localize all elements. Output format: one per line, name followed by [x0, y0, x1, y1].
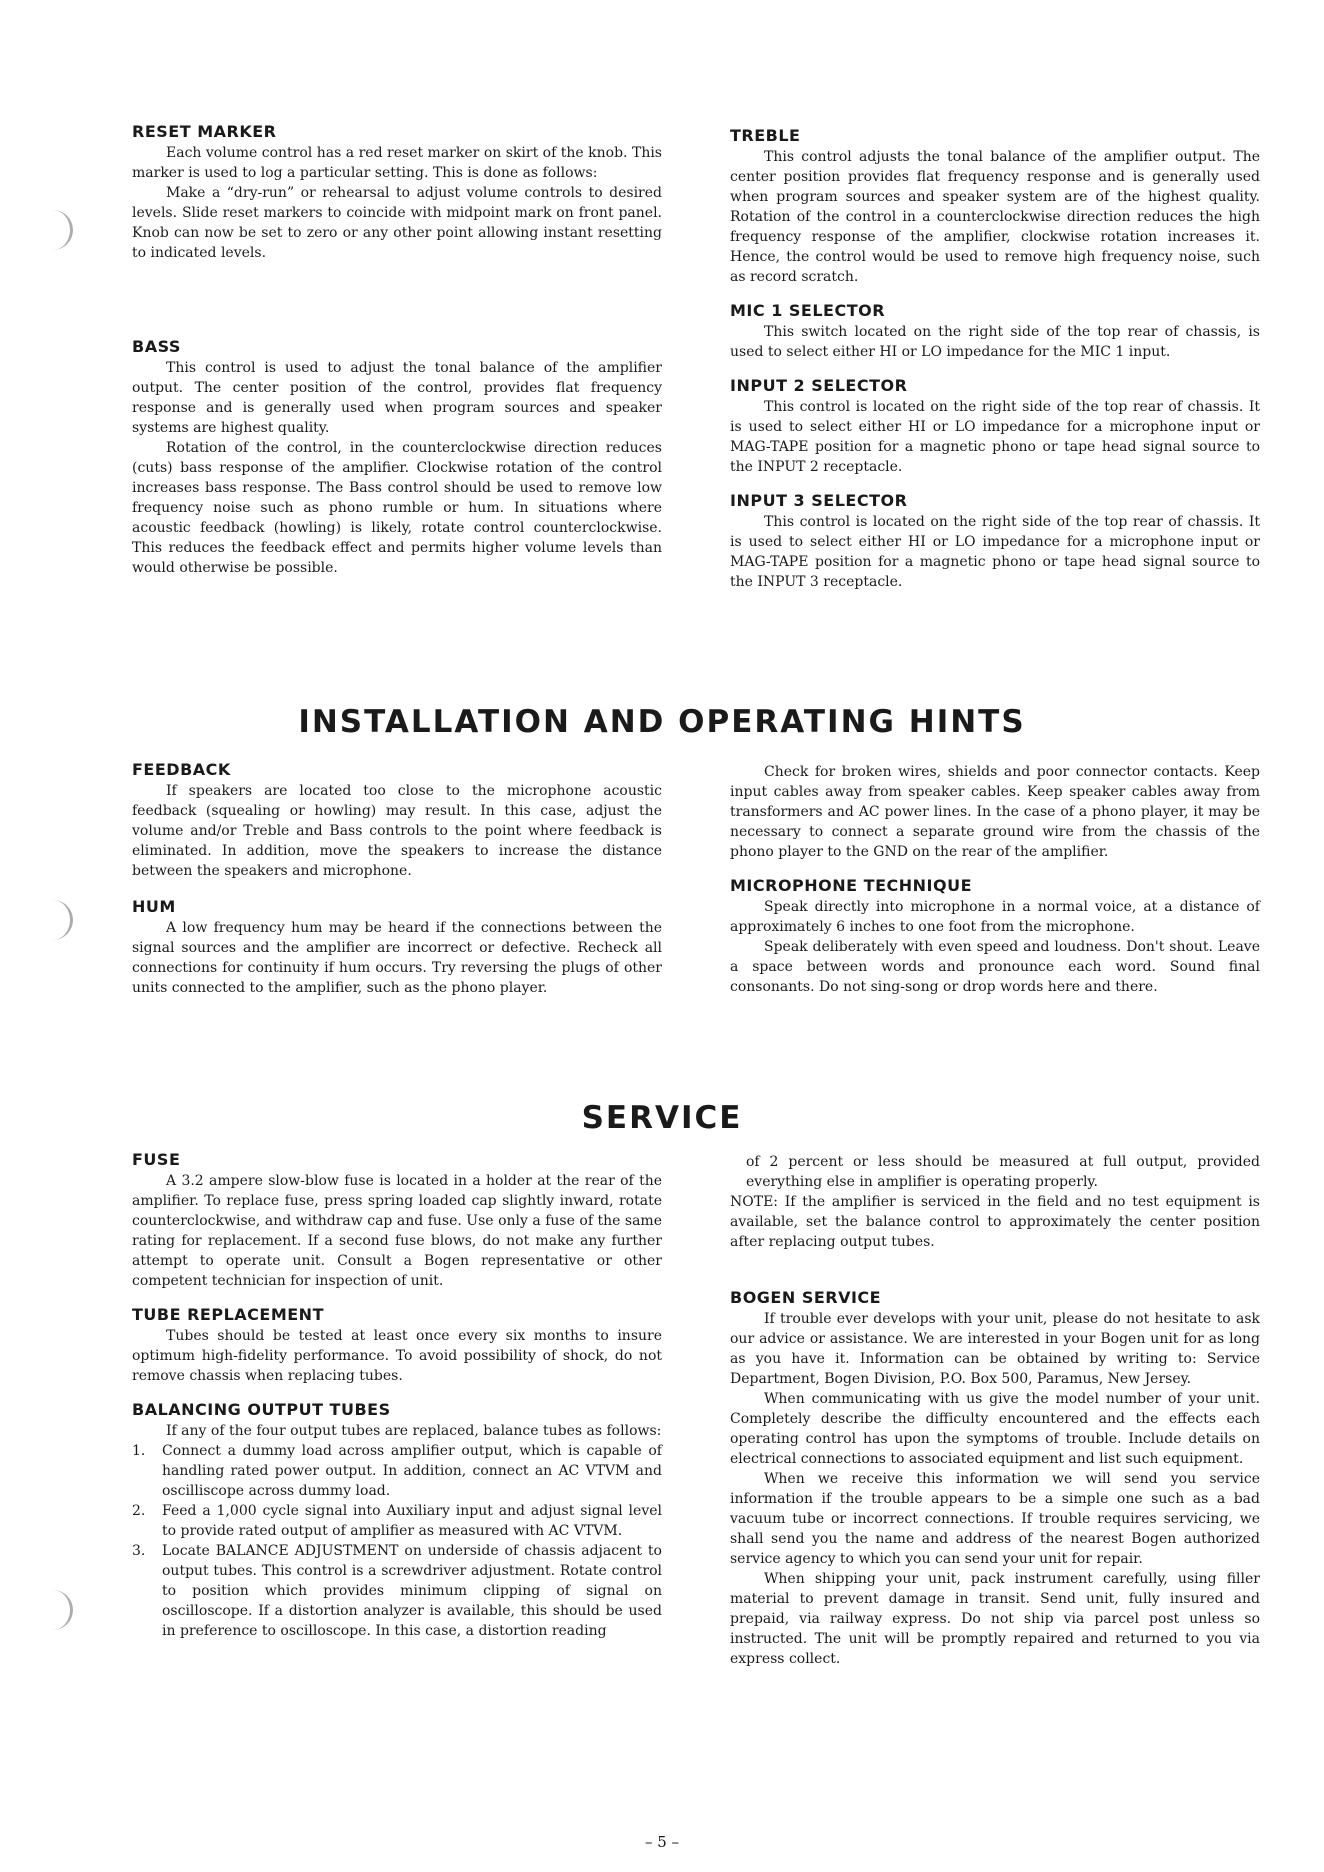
paragraph: A 3.2 ampere slow-blow fuse is located in a holder at the rear of the amplifier. To replace fuse, press spring loaded cap slightly inward, rotate counterclockwise, and withdraw cap and fuse. Use only a fuse of the same rating for replacement. If a second fuse blows, do not make any further attempt to operate unit. Consult a Bogen representative or other competent technician for inspection of unit.	[132, 1173, 662, 1289]
page-number: – 5 –	[644, 1833, 680, 1851]
paragraph: This control adjusts the tonal balance of the amplifier output. The center position provides flat frequency response and is generally used when program sources and speaker system are of the highest quality. Rotation of the control in a counterclockwise direction reduces the high frequency response of the amplifier, clockwise rotation increases it. Hence, the control would be used to remove high frequency noise, such as record scratch.	[730, 149, 1260, 285]
paragraph: Check for broken wires, shields and poor connector contacts. Keep input cables away from speaker cables. Keep speaker cables away from transformers and AC power lines. In the case of a phono player, it may be necessary to connect a separate ground wire from the chassis of the phono player to the GND on the rear of the amplifier.	[730, 764, 1260, 860]
section-heading: MICROPHONE TECHNIQUE	[730, 876, 972, 895]
right-column-bottom	[730, 1152, 1260, 1669]
paragraph: If speakers are located too close to the microphone acoustic feedback (squealing or howling) may result. In this case, adjust the volume and/or Treble and Bass controls to the point where feedback is eliminated. In addition, move the speakers to increase the distance between the speakers and microphone.	[132, 783, 662, 879]
installation-banner: INSTALLATION AND OPERATING HINTS	[298, 704, 1026, 740]
paragraph: When shipping your unit, pack instrument carefully, using filler material to prevent damage in transit. Send unit, fully insured and prepaid, via railway express. Do not ship via parcel post unless so instructed. The unit will be promptly repaired and returned to you via express collect.	[730, 1571, 1260, 1667]
left-column-middle	[132, 760, 662, 998]
section-heading: TUBE REPLACEMENT	[132, 1305, 324, 1324]
paragraph: This control is located on the right side of the top rear of chassis. It is used to select either HI or LO impedance for a microphone input or MAG-TAPE position for a magnetic phono or tape head signal source to the INPUT 2 receptacle.	[730, 399, 1260, 475]
section-heading: FUSE	[132, 1150, 181, 1169]
note-paragraph: NOTE: If the amplifier is serviced in the field and no test equipment is available, set the balance control to approximately the center position after replacing output tubes.	[730, 1194, 1260, 1250]
paragraph: If any of the four output tubes are replaced, balance tubes as follows:	[166, 1423, 662, 1439]
paragraph: This switch located on the right side of the top rear of chassis, is used to select either HI or LO impedance for the MIC 1 input.	[730, 324, 1260, 360]
binder-hole-mark	[40, 210, 73, 250]
service-banner: SERVICE	[581, 1100, 743, 1136]
paragraph: Each volume control has a red reset marker on skirt of the knob. This marker is used to log a particular setting. This is done as follows:	[132, 145, 662, 181]
paragraph: of 2 percent or less should be measured at full output, provided everything else in amplifier is operating properly.	[746, 1154, 1260, 1190]
paragraph: A low frequency hum may be heard if the connections between the signal sources and the amplifier are incorrect or defective. Recheck all connections for continuity if hum occurs. Try reversing the plugs of other units connected to the amplifier, such as the phono player.	[132, 920, 662, 996]
section-heading: BOGEN SERVICE	[730, 1288, 882, 1307]
left-column-top	[132, 122, 662, 578]
paragraph: This control is located on the right side of the top rear of chassis. It is used to select either HI or LO impedance for a microphone input or MAG-TAPE position for a magnetic phono or tape head signal source to the INPUT 3 receptacle.	[730, 514, 1260, 590]
right-column-top	[730, 126, 1260, 592]
binder-hole-mark	[40, 1590, 73, 1630]
section-heading: MIC 1 SELECTOR	[730, 301, 886, 320]
section-heading: TREBLE	[730, 126, 801, 145]
binder-hole-mark	[40, 900, 73, 940]
list-item: 1. Connect a dummy load across amplifier output, which is capable of handling rated power output. In addition, connect an AC VTVM and oscilliscope across dummy load.	[132, 1443, 662, 1499]
section-heading: HUM	[132, 897, 176, 916]
list-item: 2. Feed a 1,000 cycle signal into Auxiliary input and adjust signal level to provide rated output of amplifier as measured with AC VTVM.	[132, 1503, 662, 1539]
paragraph: When communicating with us give the model number of your unit. Completely describe the difficulty encountered and the effects each operating control has upon the symptoms of trouble. Include details on electrical connections to associated equipment and list such equipment.	[730, 1391, 1260, 1467]
paragraph: When we receive this information we will send you service information if the trouble appears to be a simple one such as a bad vacuum tube or incorrect connections. If trouble requires servicing, we shall send you the name and address of the nearest Bogen authorized service agency to which you can send your unit for repair.	[730, 1471, 1260, 1567]
section-heading: FEEDBACK	[132, 760, 231, 779]
section-heading: BASS	[132, 337, 181, 356]
paragraph: Make a “dry-run” or rehearsal to adjust volume controls to desired levels. Slide reset markers to coincide with midpoint mark on front panel. Knob can now be set to zero or any other point allowing instant resetting to indicated levels.	[132, 185, 662, 261]
section-heading: INPUT 3 SELECTOR	[730, 491, 908, 510]
list-item: 3. Locate BALANCE ADJUSTMENT on underside of chassis adjacent to output tubes. This control is a screwdriver adjustment. Rotate control to position which provides minimum clipping of signal on oscilloscope. If a distortion analyzer is available, this should be used in preference to oscilloscope. In this case, a distortion reading	[132, 1543, 662, 1639]
right-column-middle	[730, 762, 1260, 997]
balancing-steps-list	[132, 1441, 662, 1641]
paragraph: This control is used to adjust the tonal balance of the amplifier output. The center position of the control, provides flat frequency response and is generally used when program sources and speaker systems are highest quality.	[132, 360, 662, 436]
section-heading: BALANCING OUTPUT TUBES	[132, 1400, 391, 1419]
left-column-bottom	[132, 1150, 662, 1641]
paragraph: If trouble ever develops with your unit, please do not hesitate to ask our advice or assistance. We are interested in your Bogen unit for as long as you have it. Information can be obtained by writing to: Service Department, Bogen Division, P.O. Box 500, Paramus, New Jersey.	[730, 1311, 1260, 1387]
paragraph: Tubes should be tested at least once every six months to insure optimum high-fidelity performance. To avoid possibility of shock, do not remove chassis when replacing tubes.	[132, 1328, 662, 1384]
section-heading: INPUT 2 SELECTOR	[730, 376, 908, 395]
section-heading: RESET MARKER	[132, 122, 277, 141]
paragraph: Rotation of the control, in the counterclockwise direction reduces (cuts) bass response of the amplifier. Clockwise rotation of the control increases bass response. The Bass control should be used to remove low frequency noise such as phono rumble or hum. In situations where acoustic feedback (howling) is likely, rotate control counterclockwise. This reduces the feedback effect and permits higher volume levels than would otherwise be possible.	[132, 440, 662, 576]
paragraph: Speak deliberately with even speed and loudness. Don't shout. Leave a space between words and pronounce each word. Sound final consonants. Do not sing-song or drop words here and there.	[730, 939, 1260, 995]
paragraph: Speak directly into microphone in a normal voice, at a distance of approximately 6 inches to one foot from the microphone.	[730, 899, 1260, 935]
